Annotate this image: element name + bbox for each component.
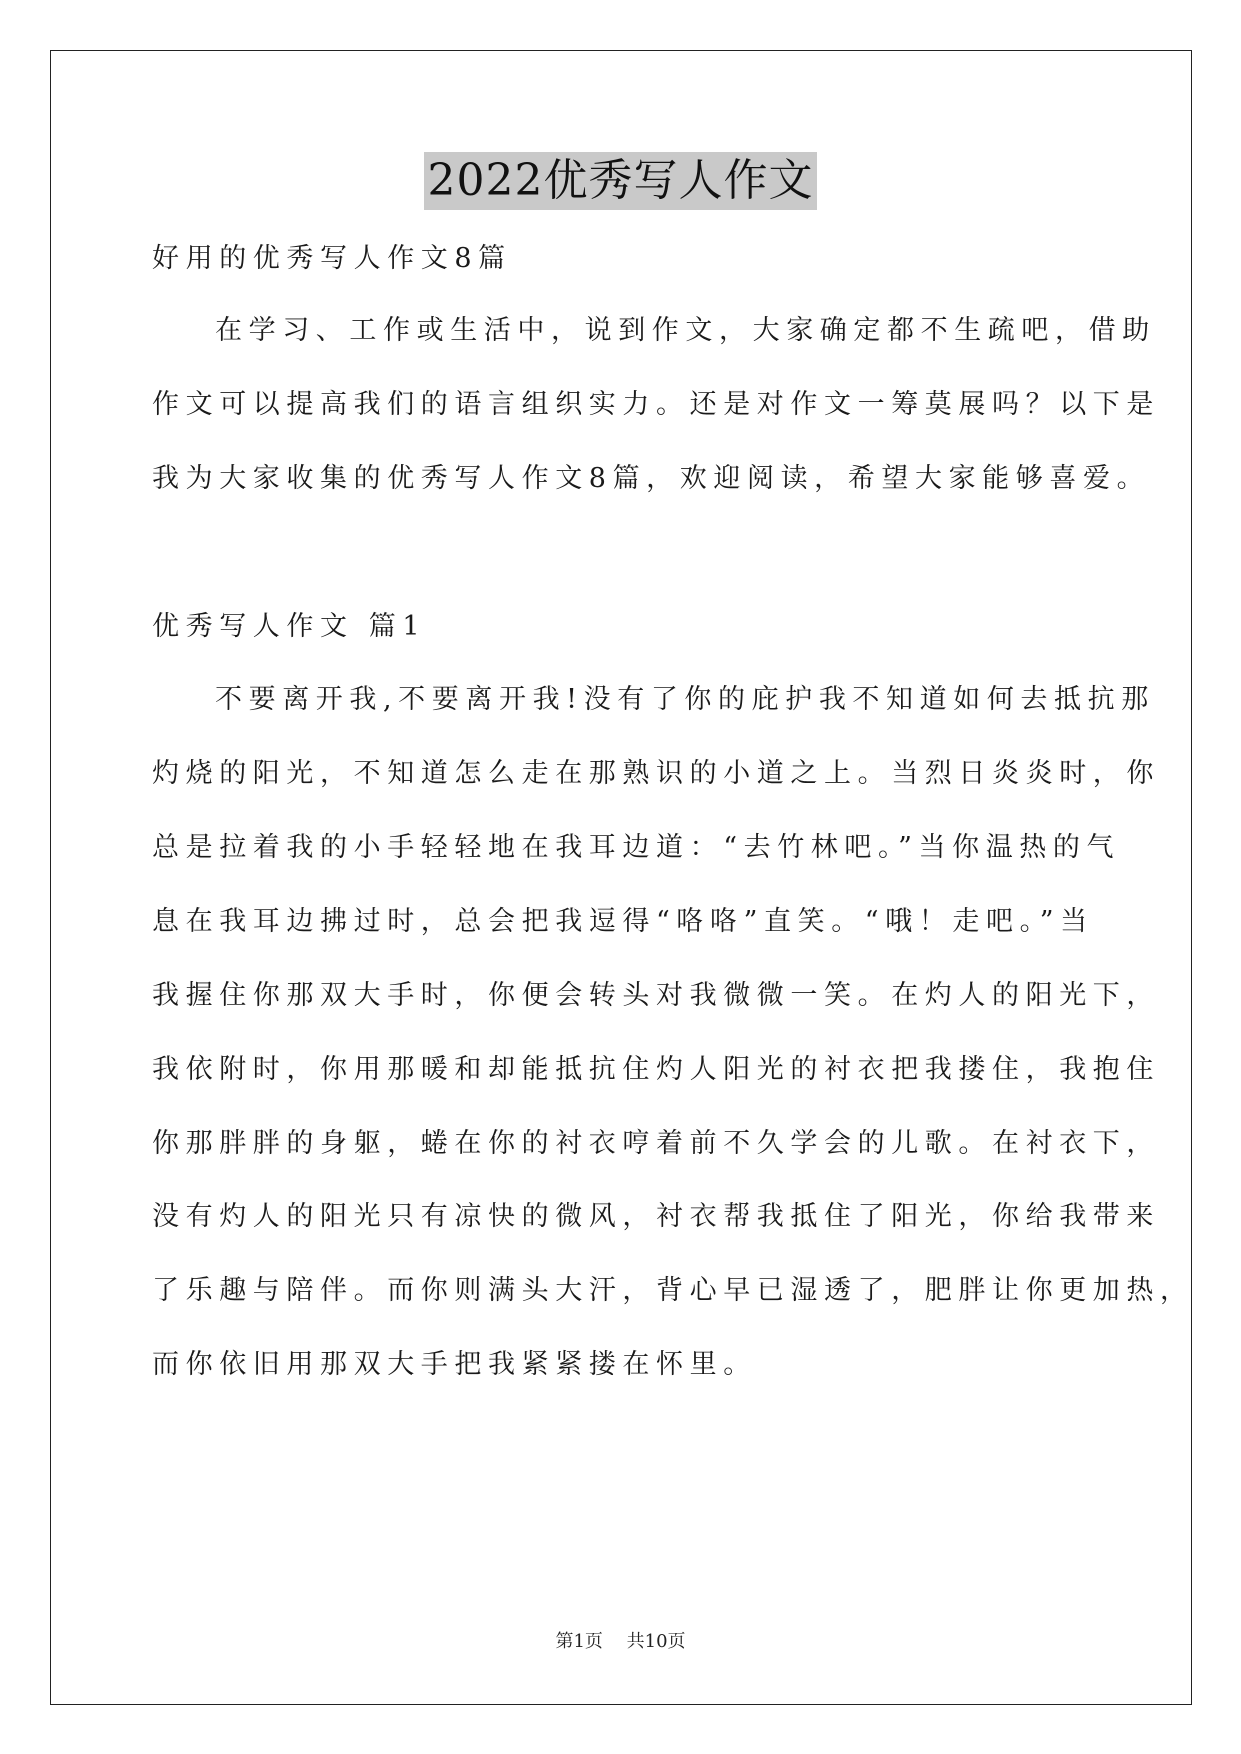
page-footer [0,1630,1241,1654]
essay-line: 没有灼人的阳光只有凉快的微风，衬衣帮我抵住了阳光，你给我带来 [152,1201,1160,1232]
document-title: 2022优秀写人作文 [424,152,818,210]
essay-line: 了乐趣与陪伴。而你则满头大汗，背心早已湿透了，肥胖让你更加热， [152,1275,1194,1306]
intro-line: 我为大家收集的优秀写人作文8篇，欢迎阅读，希望大家能够喜爱。 [152,463,1151,494]
page-number: 第1页 [555,1631,603,1652]
document-subtitle: 好用的优秀写人作文8篇 [152,243,512,274]
essay-line: 不要离开我,不要离开我!没有了你的庇护我不知道如何去抵抗那 [215,684,1155,715]
page-total: 共10页 [626,1631,686,1652]
essay-line: 息在我耳边拂过时，总会把我逗得“咯咯”直笑。“哦！走吧。”当 [152,906,1094,937]
essay-line: 而你依旧用那双大手把我紧紧搂在怀里。 [152,1349,757,1380]
section-heading: 优秀写人作文 篇1 [152,611,427,642]
essay-line: 我依附时，你用那暖和却能抵抗住灼人阳光的衬衣把我搂住，我抱住 [152,1054,1160,1085]
page-border [50,50,1192,1705]
essay-line: 总是拉着我的小手轻轻地在我耳边道：“去竹林吧。”当你温热的气 [152,832,1121,863]
essay-line: 灼烧的阳光，不知道怎么走在那熟识的小道之上。当烈日炎炎时，你 [152,758,1160,789]
essay-line: 我握住你那双大手时，你便会转头对我微微一笑。在灼人的阳光下， [152,980,1160,1011]
essay-line: 你那胖胖的身躯，蜷在你的衬衣哼着前不久学会的儿歌。在衬衣下， [152,1128,1160,1159]
intro-line: 作文可以提高我们的语言组织实力。还是对作文一筹莫展吗？以下是 [152,389,1160,420]
intro-line: 在学习、工作或生活中，说到作文，大家确定都不生疏吧，借助 [215,315,1156,346]
title-container [0,152,1241,210]
